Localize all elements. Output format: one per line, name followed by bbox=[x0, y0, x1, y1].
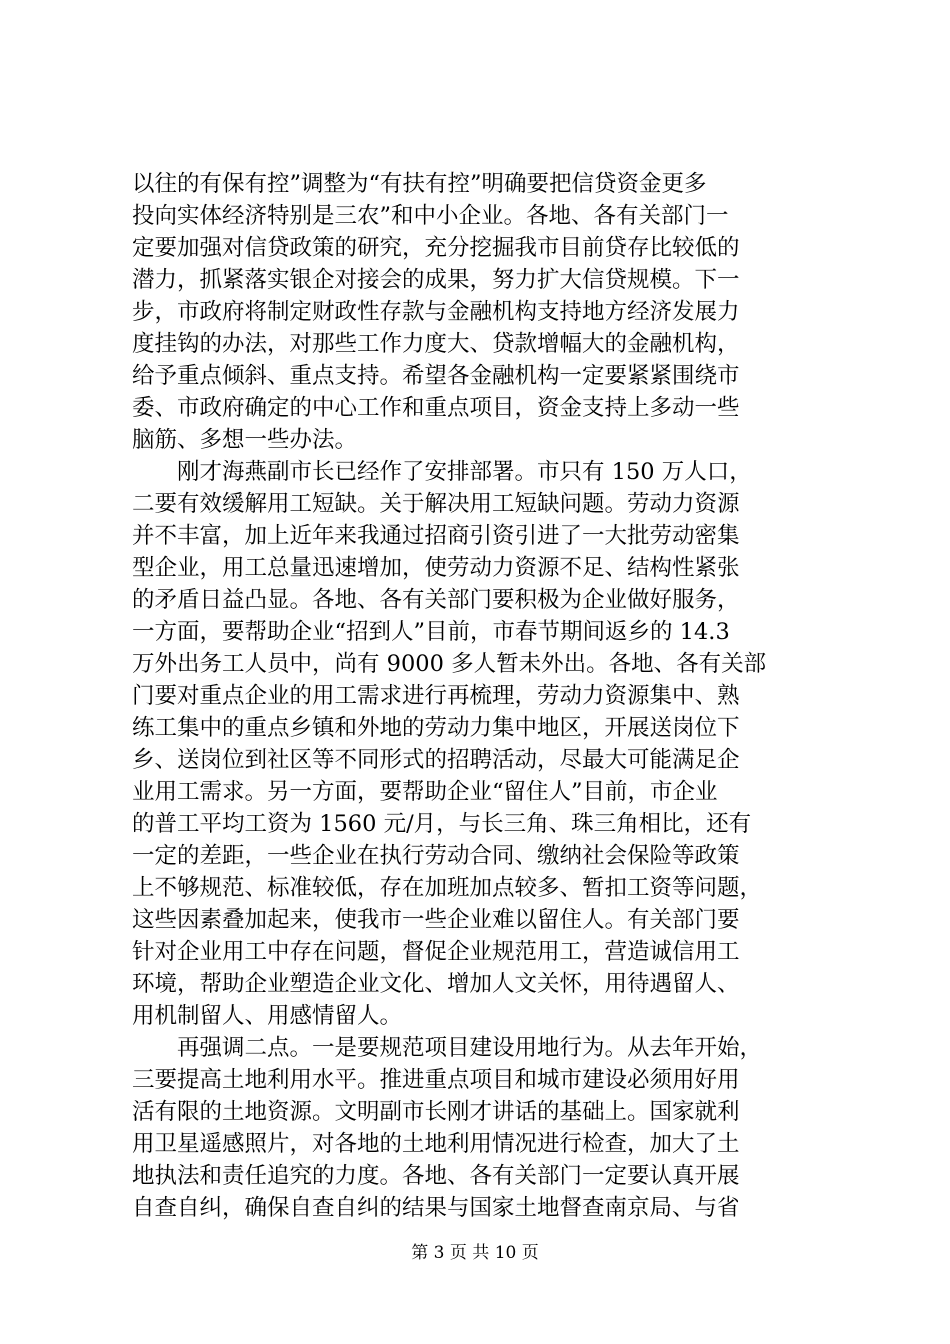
text-line: 投向实体经济特别是三农”和中小企业。各地、各有关部门一 bbox=[132, 203, 729, 229]
text-line: 的普工平均工资为 1560 元/月，与长三角、珠三角相比，还有 bbox=[132, 811, 752, 837]
text-line: 地执法和责任追究的力度。各地、各有关部门一定要认真开展 bbox=[132, 1163, 740, 1189]
text-line: 脑筋、多想一些办法。 bbox=[132, 427, 358, 453]
text-line: 再强调二点。一是要规范项目建设用地行为。从去年开始， bbox=[132, 1035, 763, 1061]
text-line: 委、市政府确定的中心工作和重点项目，资金支持上多动一些 bbox=[132, 395, 740, 421]
text-line: 以往的有保有控”调整为“有扶有控”明确要把信贷资金更多 bbox=[132, 171, 707, 197]
body-text bbox=[132, 168, 832, 1224]
text-line: 用机制留人、用感情留人。 bbox=[132, 1003, 403, 1029]
text-line: 步，市政府将制定财政性存款与金融机构支持地方经济发展力 bbox=[132, 299, 740, 325]
text-line: 定要加强对信贷政策的研究，充分挖掘我市目前贷存比较低的 bbox=[132, 235, 740, 261]
text-line: 万外出务工人员中，尚有 9000 多人暂未外出。各地、各有关部 bbox=[132, 651, 767, 677]
text-line: 型企业，用工总量迅速增加，使劳动力资源不足、结构性紧张 bbox=[132, 555, 740, 581]
page-number: 第 3 页 共 10 页 bbox=[411, 1243, 539, 1263]
text-line: 刚才海燕副市长已经作了安排部署。市只有 150 万人口， bbox=[132, 459, 752, 485]
text-line: 用卫星遥感照片，对各地的土地利用情况进行检查，加大了土 bbox=[132, 1131, 740, 1157]
text-line: 针对企业用工中存在问题，督促企业规范用工，营造诚信用工 bbox=[132, 939, 740, 965]
text-line: 业用工需求。另一方面，要帮助企业“留住人”目前，市企业 bbox=[132, 779, 718, 805]
text-line: 给予重点倾斜、重点支持。希望各金融机构一定要紧紧围绕市 bbox=[132, 363, 740, 389]
text-line: 乡、送岗位到社区等不同形式的招聘活动，尽最大可能满足企 bbox=[132, 747, 740, 773]
text-line: 的矛盾日益凸显。各地、各有关部门要积极为企业做好服务， bbox=[132, 587, 740, 613]
text-line: 度挂钩的办法，对那些工作力度大、贷款增幅大的金融机构， bbox=[132, 331, 740, 357]
text-line: 一定的差距，一些企业在执行劳动合同、缴纳社会保险等政策 bbox=[132, 843, 740, 869]
page-footer bbox=[0, 1241, 950, 1265]
text-line: 这些因素叠加起来，使我市一些企业难以留住人。有关部门要 bbox=[132, 907, 740, 933]
text-line: 一方面，要帮助企业“招到人”目前，市春节期间返乡的 14.3 bbox=[132, 619, 730, 645]
text-line: 二要有效缓解用工短缺。关于解决用工短缺问题。劳动力资源 bbox=[132, 491, 740, 517]
text-line: 上不够规范、标准较低，存在加班加点较多、暂扣工资等问题， bbox=[132, 875, 763, 901]
text-line: 潜力，抓紧落实银企对接会的成果，努力扩大信贷规模。下一 bbox=[132, 267, 740, 293]
text-line: 环境，帮助企业塑造企业文化、增加人文关怀，用待遇留人、 bbox=[132, 971, 740, 997]
text-line: 门要对重点企业的用工需求进行再梳理，劳动力资源集中、熟 bbox=[132, 683, 740, 709]
text-line: 并不丰富，加上近年来我通过招商引资引进了一大批劳动密集 bbox=[132, 523, 740, 549]
text-line: 活有限的土地资源。文明副市长刚才讲话的基础上。国家就利 bbox=[132, 1099, 740, 1125]
text-line: 自查自纠，确保自查自纠的结果与国家土地督查南京局、与省 bbox=[132, 1195, 740, 1221]
text-line: 三要提高土地利用水平。推进重点项目和城市建设必须用好用 bbox=[132, 1067, 740, 1093]
text-line: 练工集中的重点乡镇和外地的劳动力集中地区，开展送岗位下 bbox=[132, 715, 740, 741]
